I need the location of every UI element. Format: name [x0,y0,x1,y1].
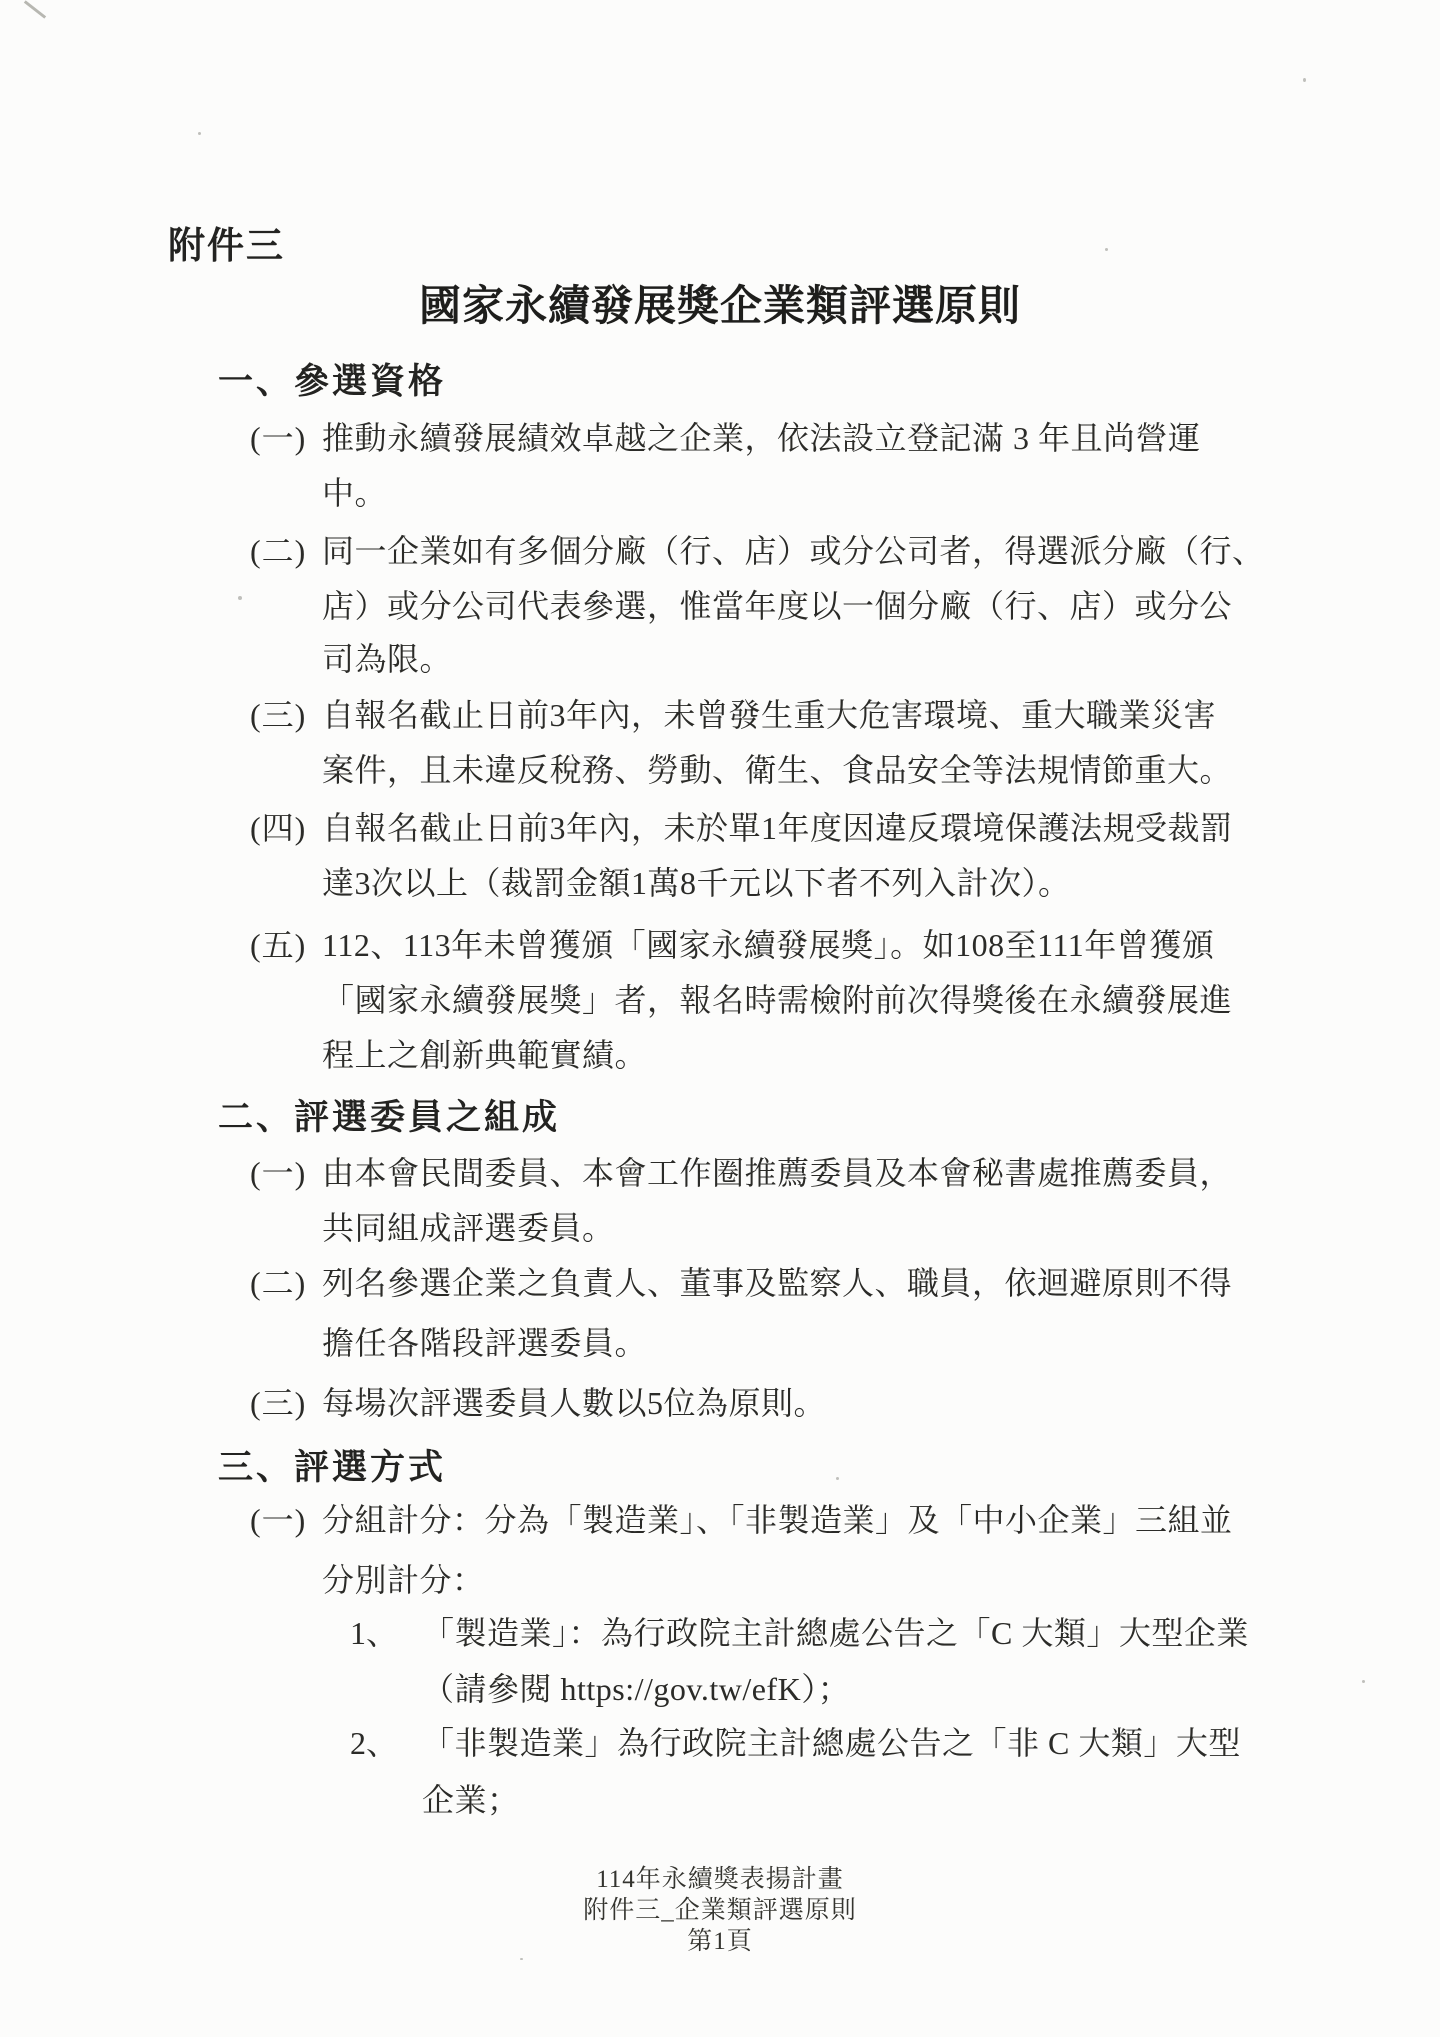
scan-corner-mark [24,0,46,18]
section-heading: 一、參選資格 [218,362,447,401]
item-line: 自報名截止日前3年內，未曾發生重大危害環境、重大職業災害 [322,697,1217,733]
item-marker: (三) [250,1385,307,1421]
footer-attachment-title: 附件三_企業類評選原則 [583,1897,857,1924]
item-line: 案件，且未違反稅務、勞動、衛生、食品安全等法規情節重大。 [322,752,1233,788]
item-line: 自報名截止日前3年內，未於單1年度因違反環境保護法規受裁罰 [322,810,1233,846]
section-heading: 二、評選委員之組成 [218,1098,561,1137]
footer-plan-title: 114年永續獎表揚計畫 [596,1866,844,1893]
item-marker: (二) [250,533,307,569]
item-line: 中。 [322,475,388,511]
item-line: 司為限。 [322,641,453,677]
item-line: 推動永續發展績效卓越之企業，依法設立登記滿 3 年且尚營運 [322,420,1201,456]
item-line: 達3次以上（裁罰金額1萬8千元以下者不列入計次）。 [322,865,1071,901]
item-marker: (一) [250,420,307,456]
footer-page-number: 第1頁 [687,1928,753,1955]
item-line: 「國家永續發展獎」者，報名時需檢附前次得獎後在永續發展進 [322,982,1233,1018]
subitem-marker: 2、 [350,1725,399,1761]
item-line: 店）或分公司代表參選，惟當年度以一個分廠（行、店）或分公 [322,588,1233,624]
subitem-line: 企業； [422,1782,520,1818]
item-marker: (四) [250,810,307,846]
section-heading: 三、評選方式 [218,1448,447,1487]
item-marker: (三) [250,697,307,733]
item-marker: (二) [250,1265,307,1301]
scan-speck [1105,248,1108,251]
item-line: 擔任各階段評選委員。 [322,1325,648,1361]
item-line: 112、113年未曾獲頒「國家永續發展獎」。如108至111年曾獲頒 [322,927,1215,963]
item-marker: (一) [250,1155,307,1191]
scan-speck [1303,78,1306,82]
subitem-line: 「非製造業」為行政院主計總處公告之「非 C 大類」大型 [422,1725,1241,1761]
item-line: 共同組成評選委員。 [322,1210,615,1246]
scan-speck [836,1477,839,1480]
item-line: 程上之創新典範實績。 [322,1037,648,1073]
subitem-line: （請參閱 https://gov.tw/efK）； [422,1671,851,1707]
attachment-label: 附件三 [168,226,285,267]
subitem-line: 「製造業」：為行政院主計總處公告之「C 大類」大型企業 [422,1615,1249,1651]
scan-speck [1362,1680,1365,1683]
scan-speck [198,132,201,135]
item-marker: (五) [250,927,307,963]
item-line: 分別計分： [322,1562,485,1598]
item-line: 由本會民間委員、本會工作圈推薦委員及本會秘書處推薦委員， [322,1155,1233,1191]
item-line: 每場次評選委員人數以5位為原則。 [322,1385,827,1421]
item-line: 同一企業如有多個分廠（行、店）或分公司者，得選派分廠（行、 [322,533,1265,569]
page-title: 國家永續發展獎企業類評選原則 [418,284,1021,330]
item-line: 分組計分：分為「製造業」、「非製造業」及「中小企業」三組並 [322,1502,1233,1538]
scan-speck [238,596,242,600]
scan-speck [520,1958,523,1960]
item-marker: (一) [250,1502,307,1538]
item-line: 列名參選企業之負責人、董事及監察人、職員，依迴避原則不得 [322,1265,1233,1301]
subitem-marker: 1、 [350,1615,399,1651]
